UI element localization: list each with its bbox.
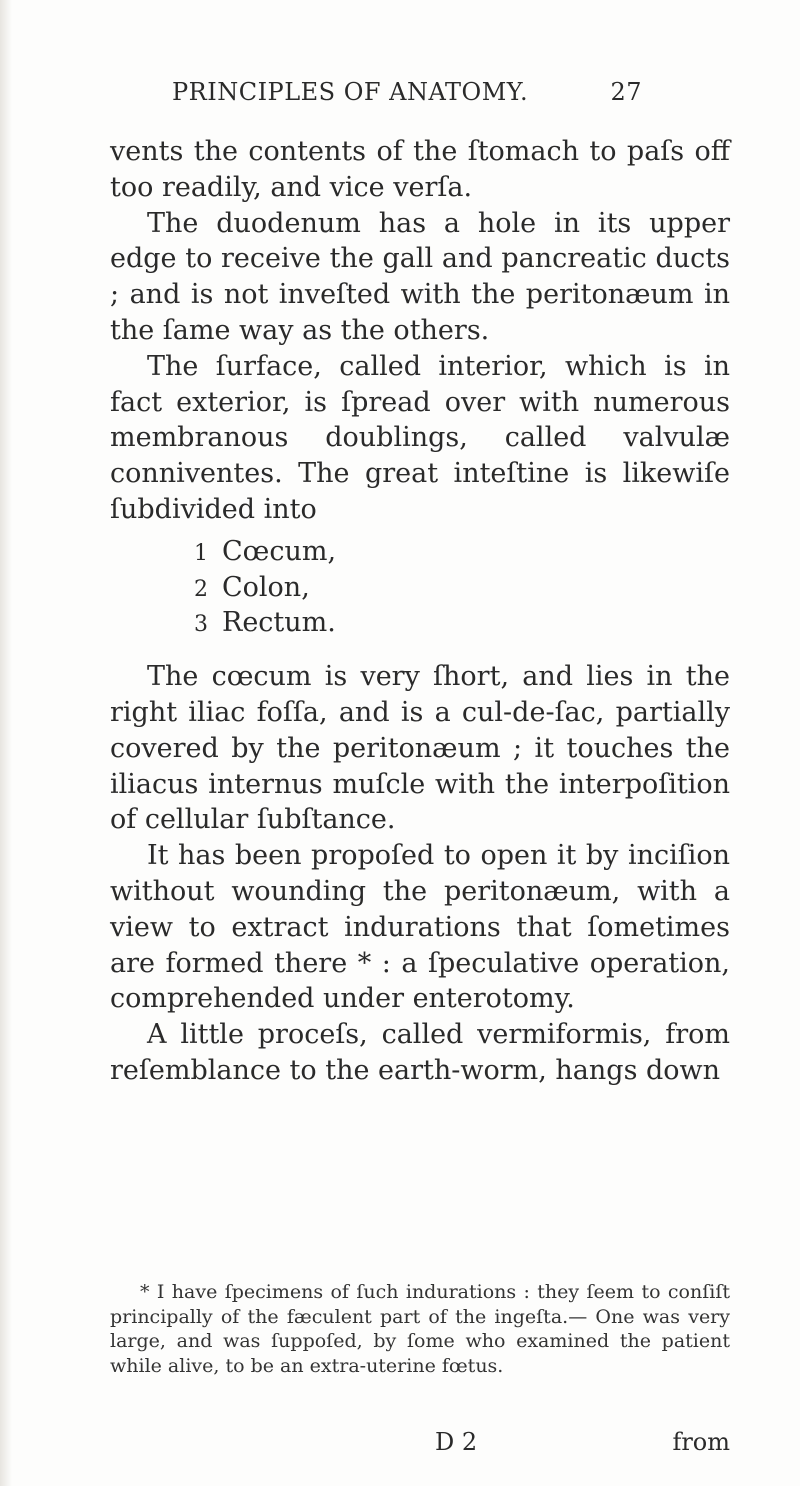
page-number: 27 bbox=[610, 78, 642, 106]
intestine-subdivision-list bbox=[110, 534, 730, 641]
paragraph-incision: It has been propoſed to open it by inciſion without wounding the peritonæum, with a view to extract indurations that ſometimes are formed there * : a ſpeculative operation, comprehended under enterotomy. bbox=[110, 840, 730, 1015]
catchword: from bbox=[672, 1428, 730, 1456]
page-footer bbox=[110, 1428, 730, 1458]
list-item-label: Colon, bbox=[222, 571, 310, 603]
list-item-number: 1 bbox=[194, 540, 208, 566]
paragraph-vermiformis: A little proceſs, called vermiformis, from reſemblance to the earth-worm, hangs down bbox=[110, 1019, 730, 1086]
footnote: * I have ſpecimens of ſuch indurations : they ſeem to conſiſt principally of the fæculent part of the ingeſta.— One was very large, and was ſuppoſed, by ſome who examined the patient while alive, to be an extra-uterine fœtus. bbox=[110, 1281, 730, 1377]
list-item-label: Cœcum, bbox=[222, 535, 337, 567]
paragraph-continuation: vents the contents of the ſtomach to paſs off too readily, and vice verſa. bbox=[110, 136, 730, 203]
paragraph-interior-surface: The ſurface, called interior, which is in fact exterior, is ſpread over with numerous membranous doublings, called valvulæ conniventes. The great inteſtine is likewiſe ſubdivided into bbox=[110, 350, 730, 525]
footnote-block bbox=[110, 1280, 730, 1378]
paragraph-duodenum: The duodenum has a hole in its upper edge to receive the gall and pancreatic ducts ; and is not inveſted with the peritonæum in the ſame way as the others. bbox=[110, 207, 730, 346]
signature-mark: D 2 bbox=[435, 1428, 478, 1456]
list-item bbox=[110, 534, 730, 570]
body-text bbox=[110, 134, 730, 1089]
list-item-label: Rectum. bbox=[222, 607, 336, 639]
list-item-number: 3 bbox=[194, 612, 208, 638]
list-item bbox=[110, 605, 730, 641]
list-item bbox=[110, 570, 730, 606]
binding-edge bbox=[0, 0, 12, 1486]
list-item-number: 2 bbox=[194, 576, 208, 602]
page-header bbox=[172, 78, 642, 108]
paragraph-coecum: The cœcum is very ſhort, and lies in the right iliac foſſa, and is a cul-de-ſac, partially covered by the peritonæum ; it touches the iliacus internus muſcle with the interpoſition of cellular ſubſtance. bbox=[110, 661, 730, 836]
running-title: PRINCIPLES OF ANATOMY. bbox=[172, 78, 529, 106]
